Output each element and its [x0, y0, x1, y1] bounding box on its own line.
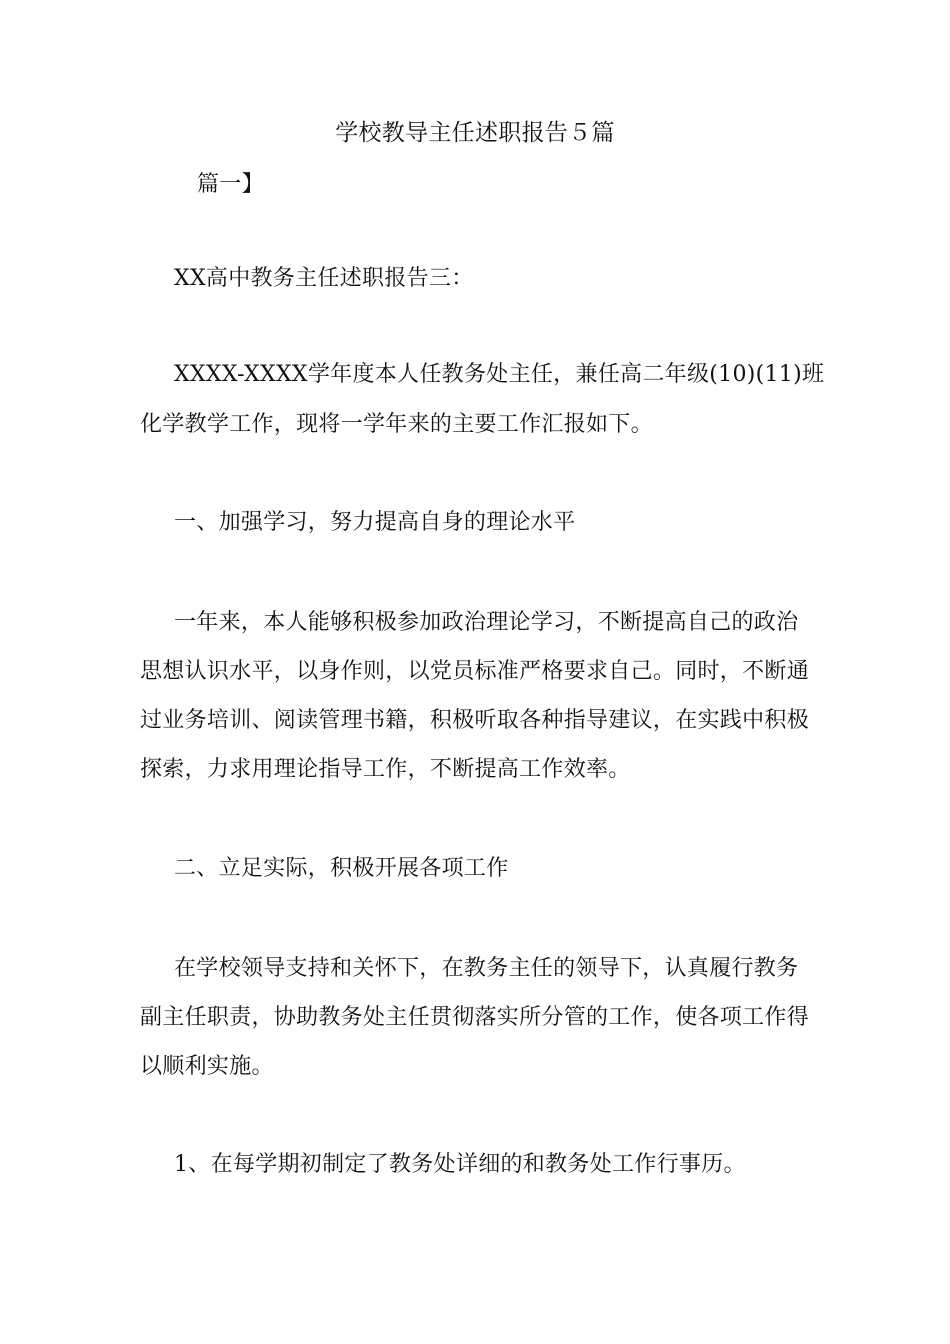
- section-2-line-1: 在学校领导支持和关怀下，在教务主任的领导下，认真履行教务: [174, 956, 799, 981]
- section-1-line-2: 思想认识水平，以身作则，以党员标准严格要求自己。同时，不断通: [140, 659, 810, 684]
- section-2-heading: 二、立足实际，积极开展各项工作: [174, 856, 509, 881]
- section-2-line-3: 以顺利实施。: [140, 1054, 274, 1079]
- section-2-line-2: 副主任职责，协助教务处主任贯彻落实所分管的工作，使各项工作得: [140, 1005, 810, 1030]
- section-1-line-1: 一年来，本人能够积极参加政治理论学习，不断提高自己的政治: [174, 610, 799, 635]
- document-title: 学校教导主任述职报告５篇: [335, 120, 615, 146]
- section-1-line-3: 过业务培训、阅读管理书籍，积极听取各种指导建议，在实践中积极: [140, 708, 810, 733]
- section-1-line-4: 探索，力求用理论指导工作，不断提高工作效率。: [140, 757, 631, 782]
- item-1: 1、在每学期初制定了教务处详细的和教务处工作行事历。: [174, 1152, 746, 1177]
- section-1-heading: 一、加强学习，努力提高自身的理论水平: [174, 510, 576, 535]
- intro-line-1: XXXX-XXXX学年度本人任教务处主任，兼任高二年级(10)(11)班: [174, 362, 825, 387]
- report-heading: XX高中教务主任述职报告三：: [174, 266, 474, 291]
- part-label: 篇一】: [197, 172, 264, 197]
- intro-line-2: 化学教学工作，现将一学年来的主要工作汇报如下。: [140, 412, 653, 437]
